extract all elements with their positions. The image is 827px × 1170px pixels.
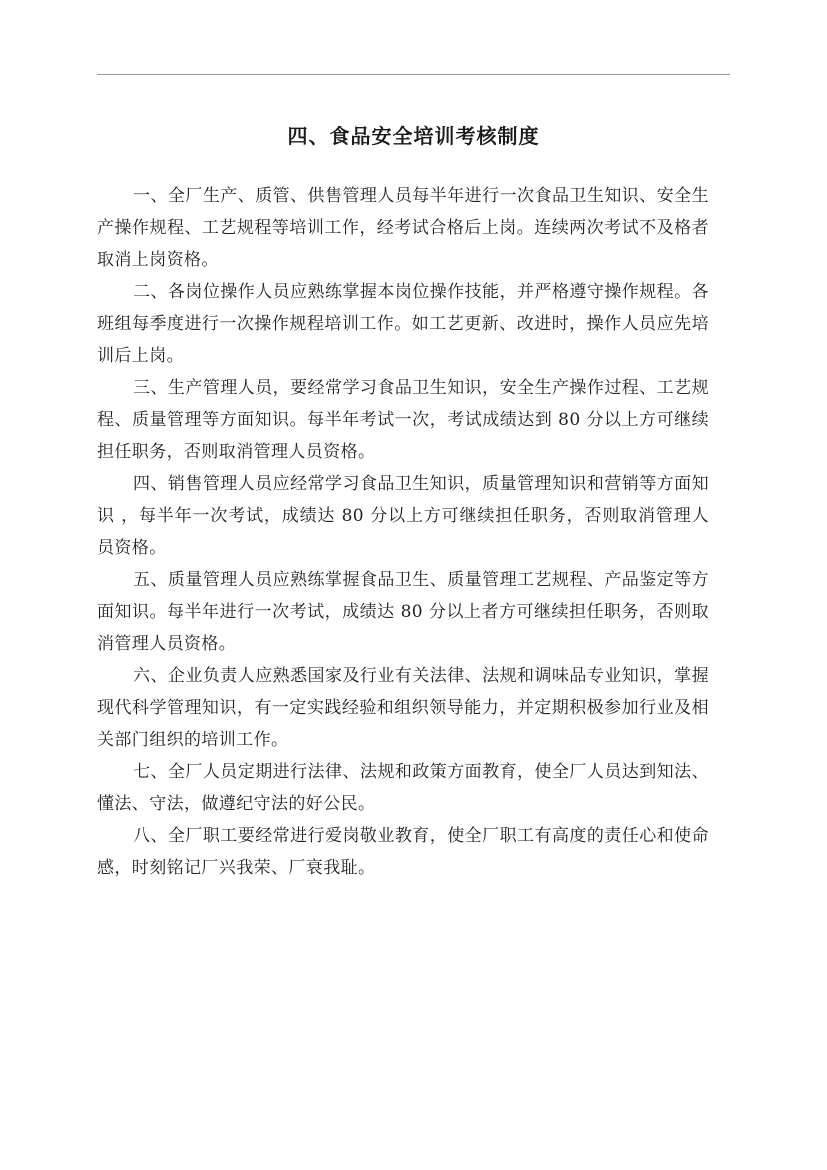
header-rule: [97, 74, 730, 75]
paragraph-2: 二、各岗位操作人员应熟练掌握本岗位操作技能，并严格遵守操作规程。各班组每季度进行一次操作规程培训工作。如工艺更新、改进时，操作人员应先培训后上岗。: [97, 282, 709, 366]
paragraph-1: 一、全厂生产、质管、供售管理人员每半年进行一次食品卫生知识、安全生产操作规程、工艺规程等培训工作，经考试合格后上岗。连续两次考试不及格者取消上岗资格。: [97, 186, 709, 270]
document-body: [97, 180, 709, 884]
paragraph-5: 五、质量管理人员应熟练掌握食品卫生、质量管理工艺规程、产品鉴定等方面知识。每半年进行一次考试，成绩达 80 分以上者方可继续担任职务，否则取消管理人员资格。: [97, 570, 709, 654]
paragraph-6: 六、企业负责人应熟悉国家及行业有关法律、法规和调味品专业知识，掌握现代科学管理知识，有一定实践经验和组织领导能力，并定期积极参加行业及相关部门组织的培训工作。: [97, 666, 709, 750]
paragraph-7: 七、全厂人员定期进行法律、法规和政策方面教育，使全厂人员达到知法、懂法、守法，做遵纪守法的好公民。: [97, 762, 709, 814]
document-title: 四、食品安全培训考核制度: [287, 124, 540, 149]
paragraph-4: 四、销售管理人员应经常学习食品卫生知识，质量管理知识和营销等方面知识 ，每半年一次考试，成绩达 80 分以上方可继续担任职务，否则取消管理人员资格。: [97, 474, 709, 558]
paragraph-3: 三、生产管理人员，要经常学习食品卫生知识，安全生产操作过程、工艺规程、质量管理等方面知识。每半年考试一次，考试成绩达到 80 分以上方可继续担任职务，否则取消管理人员资格。: [97, 378, 709, 462]
paragraph-8: 八、全厂职工要经常进行爱岗敬业教育，使全厂职工有高度的责任心和使命感，时刻铭记厂兴我荣、厂衰我耻。: [97, 826, 709, 878]
